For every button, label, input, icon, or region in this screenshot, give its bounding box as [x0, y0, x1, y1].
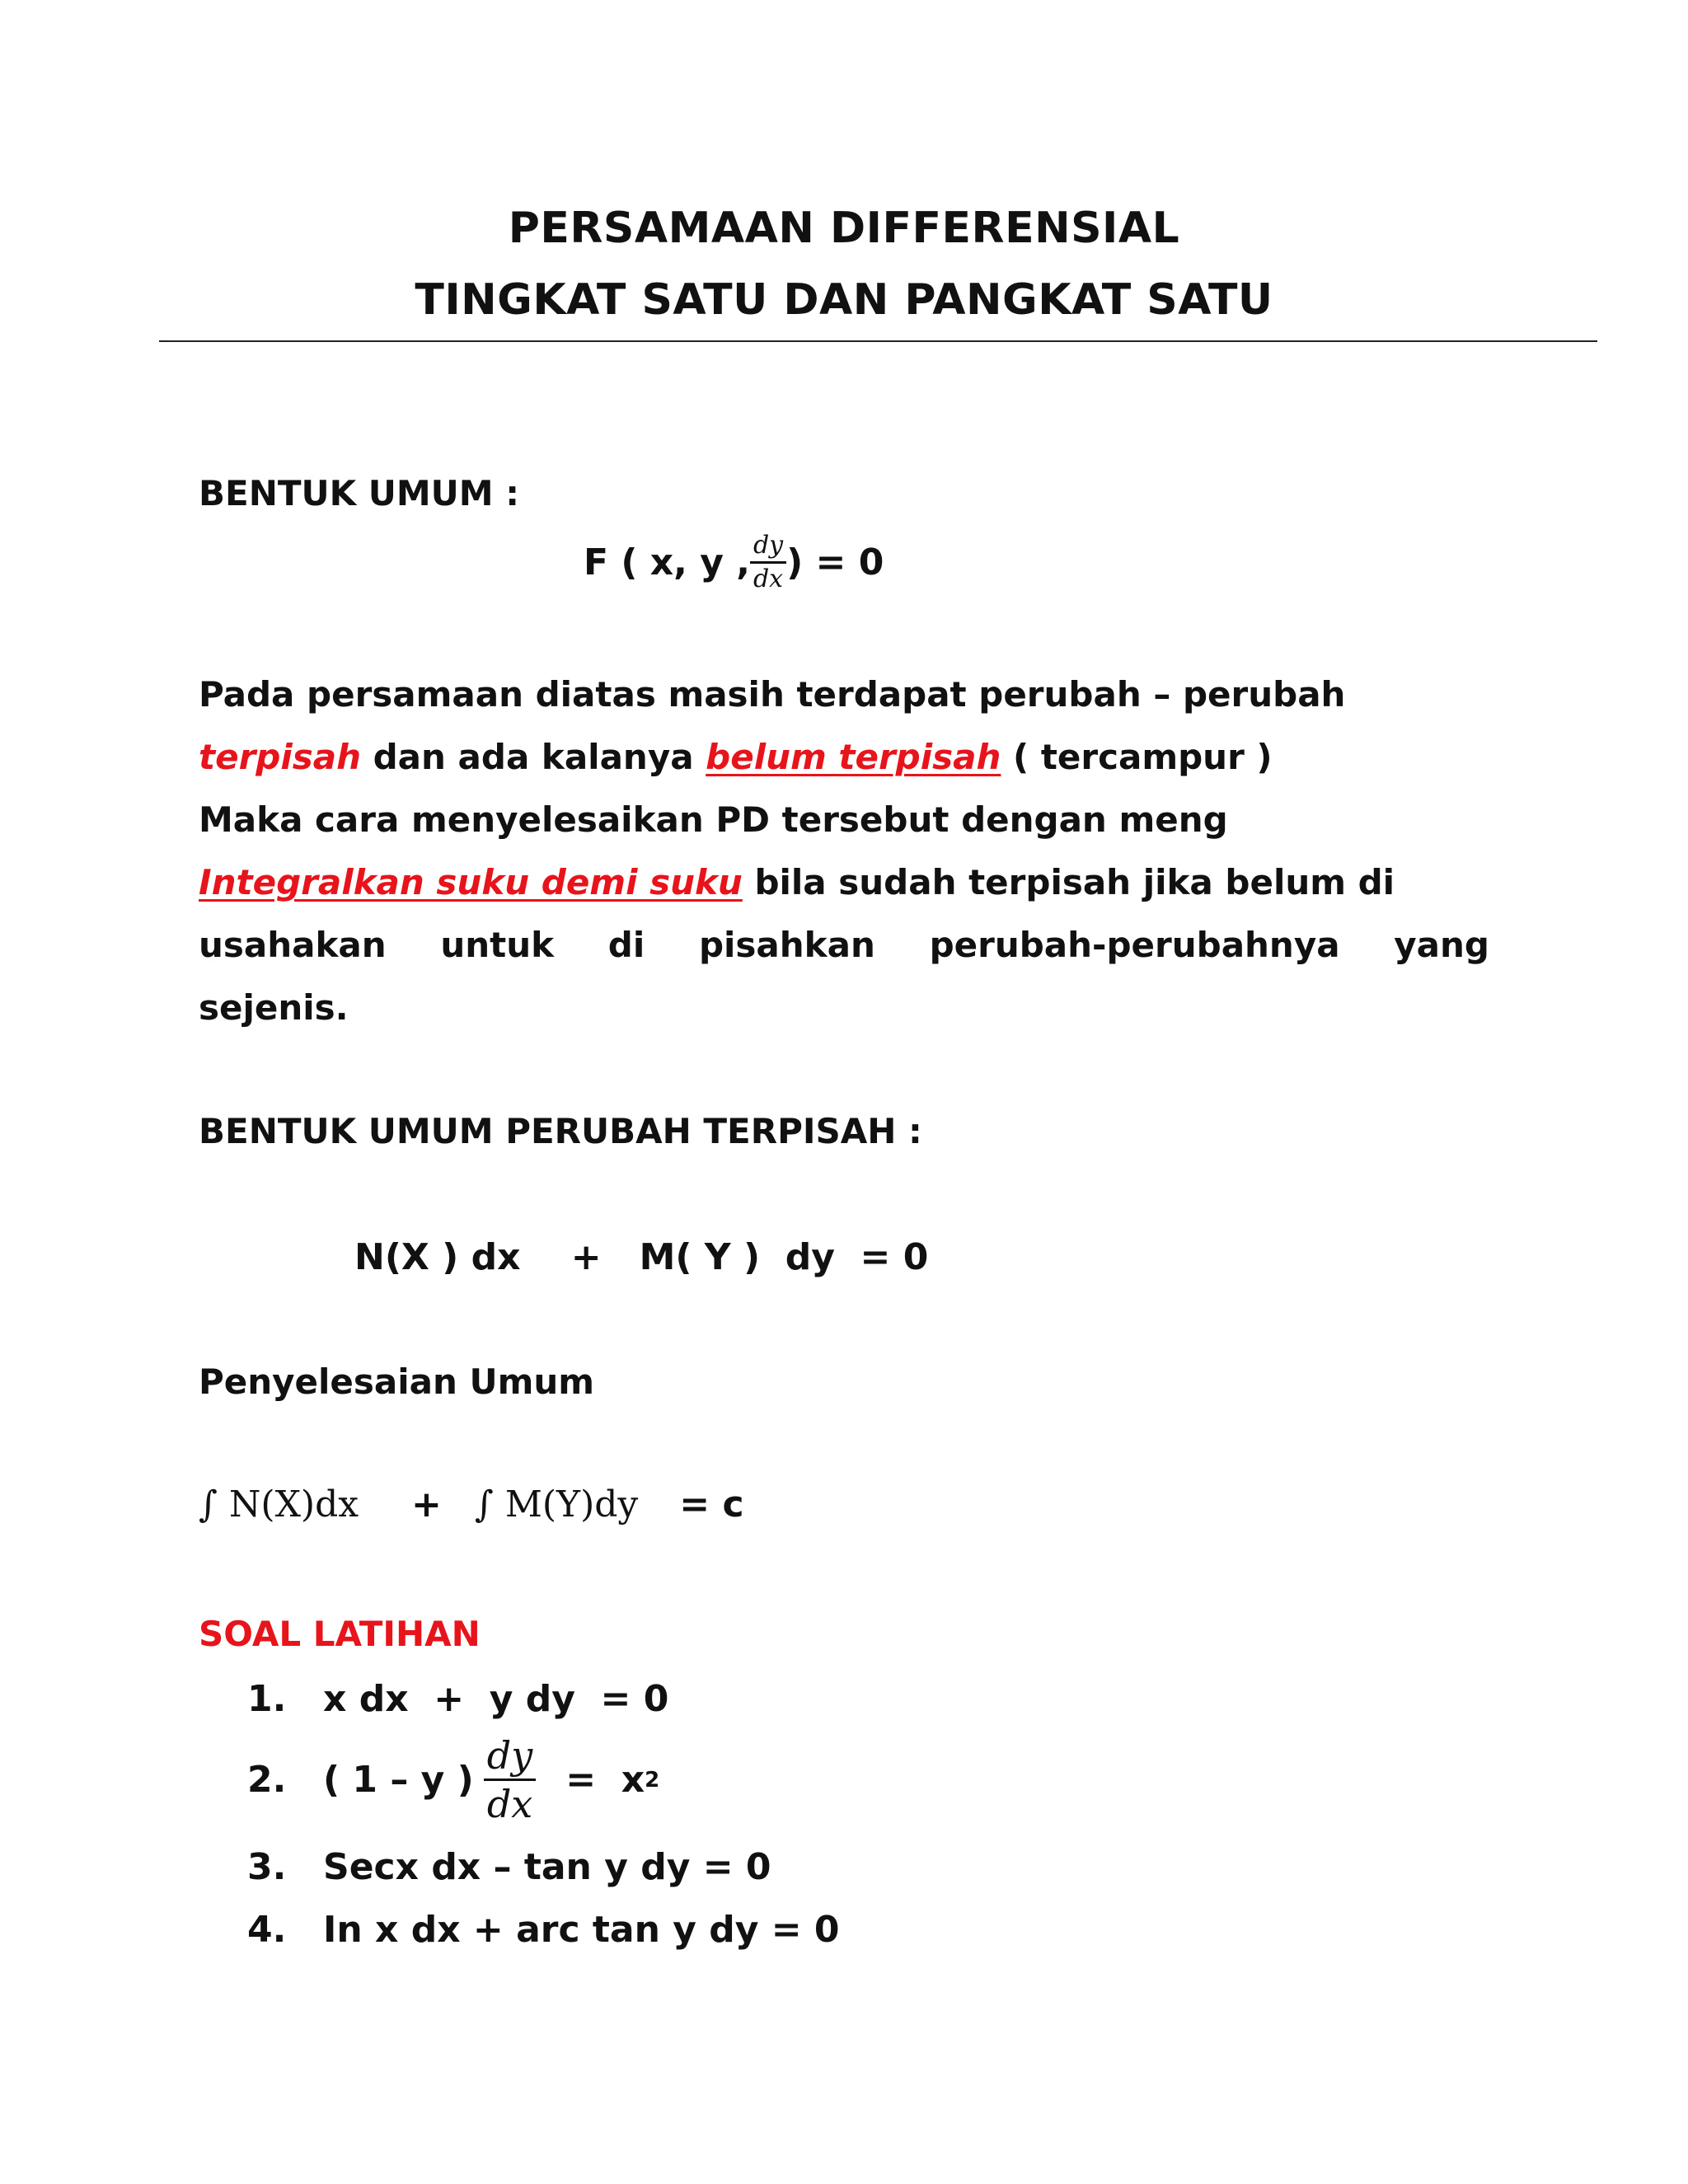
paragraph-line-3: Maka cara menyelesaikan PD tersebut dengan meng: [199, 799, 1228, 840]
word: yang: [1394, 925, 1489, 965]
section-heading-soal-latihan: SOAL LATIHAN: [199, 1614, 481, 1654]
fraction-numerator: dy: [486, 1733, 533, 1778]
exercise-item-4: [247, 1909, 840, 1951]
integral-m: ∫ M(Y)dy: [474, 1483, 639, 1526]
exercise-text: x dx + y dy = 0: [323, 1678, 669, 1720]
section-heading-bentuk-umum: BENTUK UMUM :: [199, 473, 519, 513]
highlight-integralkan: Integralkan suku demi suku: [199, 862, 743, 902]
plus-sign: +: [411, 1483, 442, 1526]
word: di: [607, 925, 645, 965]
equals-c: = c: [679, 1483, 744, 1526]
paragraph-line-6: sejenis.: [199, 987, 349, 1028]
page-title-line1: PERSAMAAN DIFFERENSIAL: [508, 204, 1180, 253]
word: untuk: [440, 925, 555, 965]
paragraph-line-4: [199, 862, 1395, 902]
section-heading-terpisah: BENTUK UMUM PERUBAH TERPISAH :: [199, 1111, 922, 1151]
section-heading-penyelesaian: Penyelesaian Umum: [199, 1361, 595, 1402]
exercise-text: ( 1 – y ): [323, 1759, 474, 1801]
list-number: 2.: [247, 1759, 287, 1801]
dy-dx-fraction: [484, 1734, 536, 1825]
exercise-item-1: [247, 1678, 668, 1720]
paragraph-line-1: Pada persamaan diatas masih terdapat perubah – perubah: [199, 674, 1346, 715]
equation-right: ) = 0: [786, 541, 884, 583]
page-title-line2: TINGKAT SATU DAN PANGKAT SATU: [415, 275, 1273, 325]
separable-form-equation: N(X ) dx + M( Y ) dy = 0: [354, 1236, 929, 1278]
general-solution: [199, 1483, 744, 1526]
word: perubah-perubahnya: [929, 925, 1340, 965]
fraction-numerator: dy: [753, 531, 784, 560]
list-number: 4.: [247, 1909, 287, 1951]
paragraph-line-2: [199, 737, 1273, 777]
word: pisahkan: [698, 925, 875, 965]
paragraph-text: ( tercampur ): [1001, 737, 1273, 777]
exercise-text: = x: [565, 1759, 645, 1801]
equation-left: F ( x, y ,: [584, 541, 750, 583]
title-divider: [159, 340, 1597, 342]
list-number: 1.: [247, 1678, 287, 1720]
general-form-equation: [584, 532, 884, 593]
integral-n: ∫ N(X)dx: [199, 1483, 359, 1526]
fraction-bar: [484, 1779, 536, 1781]
list-number: 3.: [247, 1846, 287, 1888]
word: usahakan: [199, 925, 387, 965]
fraction-bar: [750, 561, 786, 564]
dy-dx-fraction: [750, 532, 786, 593]
paragraph-text: dan ada kalanya: [360, 737, 706, 777]
exercise-item-3: [247, 1846, 771, 1888]
exercise-item-2: [247, 1734, 659, 1825]
exercise-text: Secx dx – tan y dy = 0: [323, 1846, 771, 1888]
exercise-text: In x dx + arc tan y dy = 0: [323, 1909, 840, 1951]
paragraph-line-5: [199, 925, 1489, 965]
highlight-belum-terpisah: belum terpisah: [706, 737, 1001, 777]
fraction-denominator: dx: [486, 1782, 533, 1826]
paragraph-text: bila sudah terpisah jika belum di: [742, 862, 1395, 902]
fraction-denominator: dx: [753, 565, 784, 593]
exponent: 2: [645, 1767, 660, 1793]
highlight-terpisah: terpisah: [199, 737, 361, 777]
